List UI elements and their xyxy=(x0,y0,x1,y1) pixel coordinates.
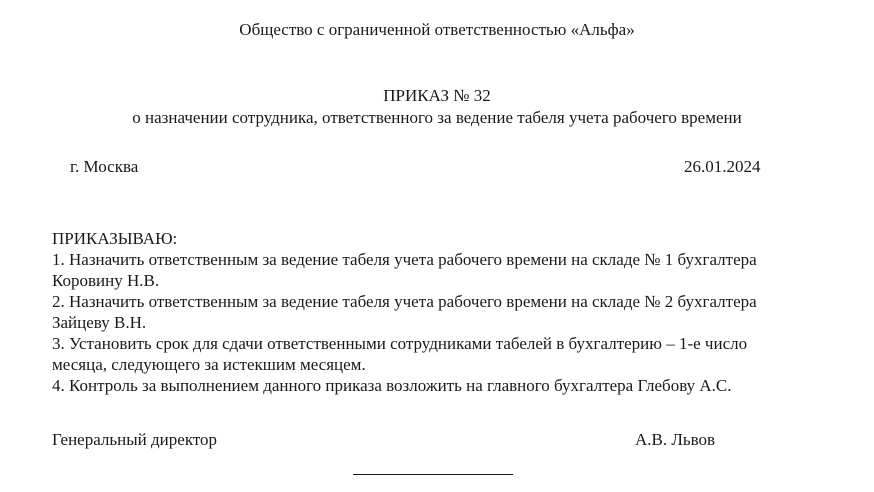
organization-name: Общество с ограниченной ответственностью «Альфа» xyxy=(239,20,635,39)
order-item-1-line-1: 1. Назначить ответственным за ведение табеля учета рабочего времени на складе № 1 бухгалтера xyxy=(52,250,757,269)
signatory-name: А.В. Львов xyxy=(635,430,716,449)
document-date: 26.01.2024 xyxy=(684,157,761,176)
order-item-3-line-1: 3. Установить срок для сдачи ответственными сотрудниками табелей в бухгалтерию – 1-е число xyxy=(52,334,748,353)
order-body xyxy=(52,228,862,396)
order-item-2-line-1: 2. Назначить ответственным за ведение табеля учета рабочего времени на складе № 2 бухгалтера xyxy=(52,292,757,311)
document-title: ПРИКАЗ № 32 xyxy=(383,86,491,105)
order-item-1 xyxy=(52,249,862,291)
signatory-position: Генеральный директор xyxy=(52,430,218,449)
order-item-3 xyxy=(52,333,862,375)
order-item-2-line-2: Зайцеву В.Н. xyxy=(52,313,147,332)
order-item-2 xyxy=(52,291,862,333)
order-item-1-line-2: Коровину Н.В. xyxy=(52,271,160,290)
order-item-3-line-2: месяца, следующего за истекшим месяцем. xyxy=(52,355,366,374)
order-heading: ПРИКАЗЫВАЮ: xyxy=(52,229,178,248)
order-item-4-line-1: 4. Контроль за выполнением данного приказа возложить на главного бухгалтера Глебову А.С. xyxy=(52,376,732,395)
order-item-4 xyxy=(52,375,862,396)
document-subtitle: о назначении сотрудника, ответственного за ведение табеля учета рабочего времени xyxy=(132,108,742,127)
signature-line xyxy=(353,474,513,475)
document-city: г. Москва xyxy=(70,157,139,176)
